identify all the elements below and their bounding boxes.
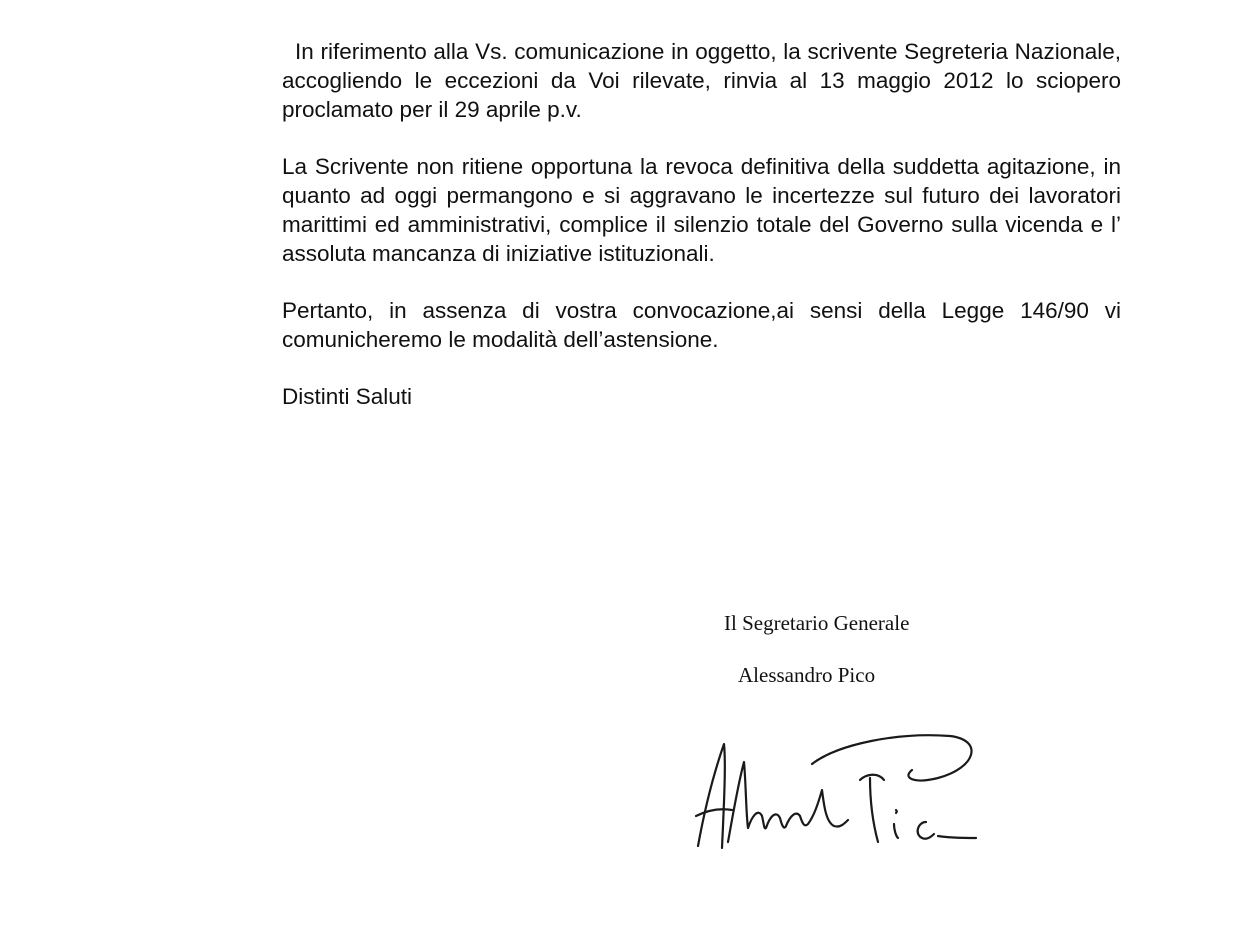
paragraph-abstention: Pertanto, in assenza di vostra convocazione,ai sensi della Legge 146/90 vi comunicheremo le modalità dell’astensione.: [282, 298, 1121, 352]
closing-salutation: Distinti Saluti: [282, 384, 413, 409]
handwritten-signature-icon: [688, 724, 988, 854]
signatory-role: Il Segretario Generale: [724, 611, 910, 635]
letter-body: [282, 37, 1121, 411]
paragraph-no-revocation: La Scrivente non ritiene opportuna la revoca definitiva della suddetta agitazione, in quanto ad oggi permangono e si aggravano le incertezze sul futuro dei lavoratori marittimi ed amministrativi, complice il silenzio totale del Governo sulla vicenda e l’ assoluta mancanza di iniziative istituzionali.: [282, 154, 1121, 266]
paragraph-reference: In riferimento alla Vs. comunicazione in oggetto, la scrivente Segreteria Nazionale, accogliendo le eccezioni da Voi rilevate, rinvia al 13 maggio 2012 lo sciopero proclamato per il 29 aprile p.v.: [282, 39, 1121, 122]
signatory-name: Alessandro Pico: [738, 663, 876, 687]
